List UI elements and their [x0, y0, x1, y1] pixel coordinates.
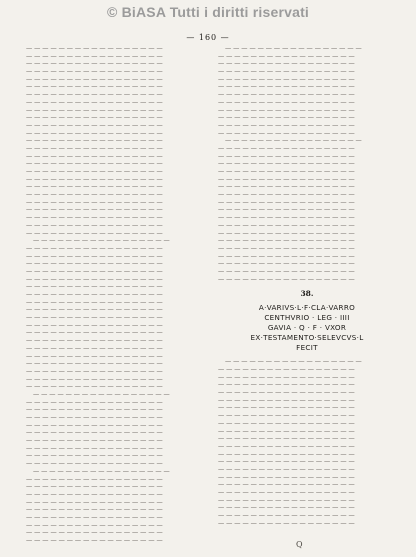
illegible-text-line: — — — — — — — — — — — — — — — — —: [218, 152, 355, 160]
illegible-text-line: — — — — — — — — — — — — — — — — —: [218, 473, 355, 481]
illegible-text-line: — — — — — — — — — — — — — — — — —: [218, 519, 355, 527]
illegible-text-line: — — — — — — — — — — — — — — — — —: [225, 45, 362, 52]
illegible-text-line: — — — — — — — — — — — — — — — — —: [218, 168, 355, 175]
illegible-text-line: — — — — — — — — — — — — — — — — —: [218, 83, 355, 91]
illegible-text-line: — — — — — — — — — — — — — — — — —: [225, 137, 362, 145]
illegible-text-line: — — — — — — — — — — — — — — — — —: [26, 229, 163, 237]
illegible-text-line: — — — — — — — — — — — — — — — — —: [26, 244, 163, 252]
illegible-text-line: — — — — — — — — — — — — — — — — —: [218, 260, 355, 268]
illegible-text-line: — — — — — — — — — — — — — — — — —: [26, 475, 163, 483]
illegible-text-line: — — — — — — — — — — — — — — — — —: [218, 396, 355, 404]
illegible-text-line: — — — — — — — — — — — — — — — — —: [26, 114, 163, 122]
illegible-text-line: — — — — — — — — — — — — — — — — —: [26, 137, 163, 145]
illegible-text-line: — — — — — — — — — — — — — — — — —: [218, 221, 355, 229]
illegible-text-line: — — — — — — — — — — — — — — — — —: [218, 229, 355, 237]
illegible-text-line: — — — — — — — — — — — — — — — — —: [26, 406, 163, 414]
illegible-text-line: — — — — — — — — — — — — — — — — —: [218, 244, 355, 252]
illegible-text-line: — — — — — — — — — — — — — — — — —: [218, 419, 355, 427]
illegible-text-line: — — — — — — — — — — — — — — — — —: [218, 381, 355, 389]
illegible-text-line: — — — — — — — — — — — — — — — — —: [218, 404, 355, 412]
illegible-text-line: — — — — — — — — — — — — — — — — —: [26, 421, 163, 429]
illegible-text-line: — — — — — — — — — — — — — — — — —: [225, 358, 362, 366]
illegible-text-line: — — — — — — — — — — — — — — — — —: [218, 458, 355, 466]
illegible-text-line: — — — — — — — — — — — — — — — — —: [26, 283, 163, 291]
illegible-text-line: — — — — — — — — — — — — — — — — —: [26, 106, 163, 114]
right-column-top-text: [218, 45, 396, 283]
illegible-text-line: — — — — — — — — — — — — — — — — —: [26, 360, 163, 368]
illegible-text-line: — — — — — — — — — — — — — — — — —: [218, 121, 355, 129]
illegible-text-line: — — — — — — — — — — — — — — — — —: [26, 437, 163, 445]
illegible-text-line: — — — — — — — — — — — — — — — — —: [218, 191, 355, 199]
illegible-text-line: — — — — — — — — — — — — — — — — —: [218, 427, 355, 435]
illegible-text-line: — — — — — — — — — — — — — — — — —: [26, 91, 163, 99]
illegible-text-line: — — — — — — — — — — — — — — — — —: [26, 83, 163, 91]
illegible-text-line: — — — — — — — — — — — — — — — — —: [218, 512, 355, 520]
illegible-text-line: — — — — — — — — — — — — — — — — —: [26, 414, 163, 421]
illegible-text-line: — — — — — — — — — — — — — — — — —: [33, 467, 170, 475]
illegible-text-line: — — — — — — — — — — — — — — — — —: [218, 98, 355, 106]
illegible-text-line: — — — — — — — — — — — — — — — — —: [26, 121, 163, 129]
illegible-text-line: — — — — — — — — — — — — — — — — —: [26, 152, 163, 160]
illegible-text-line: — — — — — — — — — — — — — — — — —: [26, 352, 163, 360]
illegible-text-line: — — — — — — — — — — — — — — — — —: [26, 291, 163, 298]
inscription-line: CENTHVRIO · LEG · IIII: [264, 313, 350, 323]
illegible-text-line: — — — — — — — — — — — — — — — — —: [26, 306, 163, 314]
illegible-text-line: — — — — — — — — — — — — — — — — —: [26, 221, 163, 229]
illegible-text-line: — — — — — — — — — — — — — — — — —: [26, 537, 163, 544]
illegible-text-line: — — — — — — — — — — — — — — — — —: [26, 506, 163, 514]
illegible-text-line: — — — — — — — — — — — — — — — — —: [218, 450, 355, 458]
illegible-text-line: — — — — — — — — — — — — — — — — —: [218, 389, 355, 397]
illegible-text-line: — — — — — — — — — — — — — — — — —: [218, 252, 355, 260]
illegible-text-line: — — — — — — — — — — — — — — — — —: [26, 321, 163, 329]
illegible-text-line: — — — — — — — — — — — — — — — — —: [218, 91, 355, 99]
illegible-text-line: — — — — — — — — — — — — — — — — —: [26, 314, 163, 322]
illegible-text-line: — — — — — — — — — — — — — — — — —: [26, 206, 163, 214]
illegible-text-line: — — — — — — — — — — — — — — — — —: [26, 498, 163, 506]
illegible-text-line: — — — — — — — — — — — — — — — — —: [26, 344, 163, 352]
illegible-text-line: — — — — — — — — — — — — — — — — —: [26, 260, 163, 268]
left-column: [26, 45, 204, 550]
illegible-text-line: — — — — — — — — — — — — — — — — —: [26, 168, 163, 175]
inscription: [218, 303, 396, 353]
illegible-text-line: — — — — — — — — — — — — — — — — —: [26, 267, 163, 275]
illegible-text-line: — — — — — — — — — — — — — — — — —: [26, 252, 163, 260]
illegible-text-line: — — — — — — — — — — — — — — — — —: [218, 267, 355, 275]
illegible-text-line: — — — — — — — — — — — — — — — — —: [26, 460, 163, 468]
illegible-text-line: — — — — — — — — — — — — — — — — —: [26, 52, 163, 60]
watermark: © BiASA Tutti i diritti riservati: [106, 4, 310, 20]
illegible-text-line: — — — — — — — — — — — — — — — — —: [218, 373, 355, 381]
right-column: [218, 45, 396, 550]
illegible-text-line: — — — — — — — — — — — — — — — — —: [26, 337, 163, 345]
illegible-text-line: — — — — — — — — — — — — — — — — —: [218, 52, 355, 60]
illegible-text-line: — — — — — — — — — — — — — — — — —: [218, 144, 355, 152]
inscription-line: FECIT: [296, 343, 318, 353]
illegible-text-line: — — — — — — — — — — — — — — — — —: [26, 68, 163, 76]
illegible-text-line: — — — — — — — — — — — — — — — — —: [218, 114, 355, 122]
illegible-text-line: — — — — — — — — — — — — — — — — —: [218, 275, 355, 283]
illegible-text-line: — — — — — — — — — — — — — — — — —: [26, 490, 163, 498]
illegible-text-line: — — — — — — — — — — — — — — — — —: [26, 45, 163, 52]
illegible-text-line: — — — — — — — — — — — — — — — — —: [26, 191, 163, 199]
illegible-text-line: — — — — — — — — — — — — — — — — —: [218, 160, 355, 168]
illegible-text-line: — — — — — — — — — — — — — — — — —: [218, 435, 355, 443]
illegible-text-line: — — — — — — — — — — — — — — — — —: [26, 513, 163, 521]
page-number: — 160 —: [186, 33, 230, 42]
illegible-text-line: — — — — — — — — — — — — — — — — —: [218, 465, 355, 473]
illegible-text-line: — — — — — — — — — — — — — — — — —: [218, 442, 355, 450]
illegible-text-line: — — — — — — — — — — — — — — — — —: [218, 75, 355, 83]
illegible-text-line: — — — — — — — — — — — — — — — — —: [26, 298, 163, 306]
illegible-text-line: — — — — — — — — — — — — — — — — —: [26, 398, 163, 406]
illegible-text-line: — — — — — — — — — — — — — — — — —: [26, 275, 163, 283]
illegible-text-line: — — — — — — — — — — — — — — — — —: [26, 75, 163, 83]
footer-signature-mark: Q: [296, 540, 303, 549]
illegible-text-line: — — — — — — — — — — — — — — — — —: [33, 390, 170, 398]
illegible-text-line: — — — — — — — — — — — — — — — — —: [218, 206, 355, 214]
right-column-bottom-text: [218, 358, 396, 527]
illegible-text-line: — — — — — — — — — — — — — — — — —: [26, 183, 163, 191]
illegible-text-line: — — — — — — — — — — — — — — — — —: [26, 444, 163, 452]
illegible-text-line: — — — — — — — — — — — — — — — — —: [26, 329, 163, 337]
illegible-text-line: — — — — — — — — — — — — — — — — —: [26, 429, 163, 437]
illegible-text-line: — — — — — — — — — — — — — — — — —: [218, 412, 355, 420]
inscription-line: GAVIA · Q · F · VXOR: [267, 323, 347, 333]
inscription-line: EX·TESTAMENTO·SELEVCVS·L: [250, 333, 364, 343]
illegible-text-line: — — — — — — — — — — — — — — — — —: [218, 198, 355, 206]
illegible-text-line: — — — — — — — — — — — — — — — — —: [26, 521, 163, 529]
illegible-text-line: — — — — — — — — — — — — — — — — —: [26, 144, 163, 152]
illegible-text-line: — — — — — — — — — — — — — — — — —: [218, 237, 355, 245]
illegible-text-line: — — — — — — — — — — — — — — — — —: [26, 452, 163, 460]
illegible-text-line: — — — — — — — — — — — — — — — — —: [26, 214, 163, 222]
illegible-text-line: — — — — — — — — — — — — — — — — —: [218, 129, 355, 137]
illegible-text-line: — — — — — — — — — — — — — — — — —: [218, 60, 355, 68]
illegible-text-line: — — — — — — — — — — — — — — — — —: [218, 214, 355, 222]
inscription-line: A·VARIVS·L·F·CLA·VARRO: [258, 303, 356, 313]
illegible-text-line: — — — — — — — — — — — — — — — — —: [33, 237, 170, 245]
section-number: 38.: [300, 289, 314, 299]
illegible-text-line: — — — — — — — — — — — — — — — — —: [26, 198, 163, 206]
illegible-text-line: — — — — — — — — — — — — — — — — —: [218, 504, 355, 512]
illegible-text-line: — — — — — — — — — — — — — — — — —: [218, 496, 355, 504]
illegible-text-line: — — — — — — — — — — — — — — — — —: [218, 106, 355, 114]
illegible-text-line: — — — — — — — — — — — — — — — — —: [26, 367, 163, 375]
illegible-text-line: — — — — — — — — — — — — — — — — —: [218, 175, 355, 183]
illegible-text-line: — — — — — — — — — — — — — — — — —: [26, 175, 163, 183]
illegible-text-line: — — — — — — — — — — — — — — — — —: [218, 68, 355, 76]
illegible-text-line: — — — — — — — — — — — — — — — — —: [26, 483, 163, 491]
illegible-text-line: — — — — — — — — — — — — — — — — —: [218, 489, 355, 496]
illegible-text-line: — — — — — — — — — — — — — — — — —: [26, 529, 163, 537]
illegible-text-line: — — — — — — — — — — — — — — — — —: [26, 129, 163, 137]
illegible-text-line: — — — — — — — — — — — — — — — — —: [218, 183, 355, 191]
illegible-text-line: — — — — — — — — — — — — — — — — —: [218, 481, 355, 489]
illegible-text-line: — — — — — — — — — — — — — — — — —: [26, 60, 163, 68]
illegible-text-line: — — — — — — — — — — — — — — — — —: [26, 383, 163, 391]
illegible-text-line: — — — — — — — — — — — — — — — — —: [26, 160, 163, 168]
illegible-text-line: — — — — — — — — — — — — — — — — —: [218, 366, 355, 373]
illegible-text-line: — — — — — — — — — — — — — — — — —: [26, 375, 163, 383]
illegible-text-line: — — — — — — — — — — — — — — — — —: [26, 98, 163, 106]
